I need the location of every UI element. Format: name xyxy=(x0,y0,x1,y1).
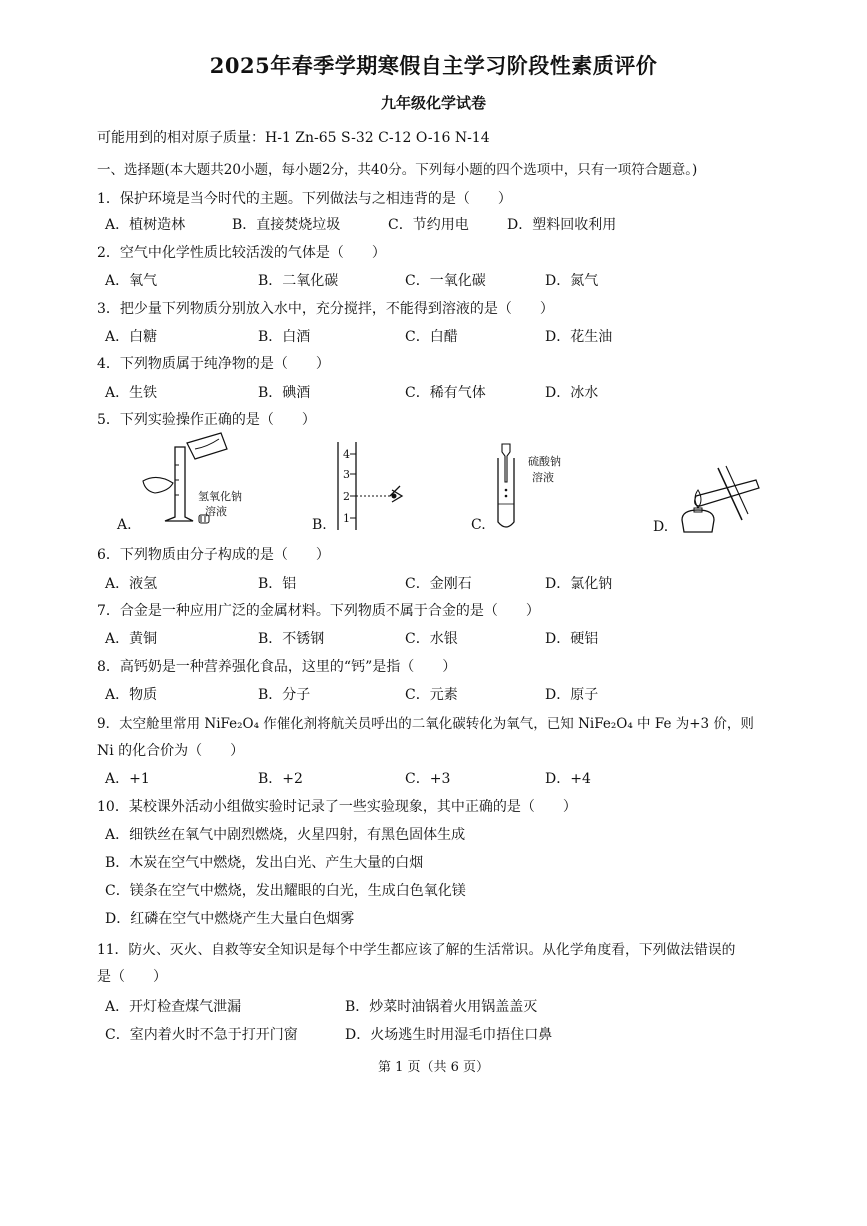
question-9-stem-line2: Ni 的化合价为（ ） xyxy=(97,743,245,759)
fig-b-tick-1: 1 xyxy=(343,512,350,525)
q8-option-c[interactable]: C．元素 xyxy=(405,687,458,703)
section-heading: 一、选择题(本大题共20小题，每小题2分，共40分。下列每小题的四个选项中，只有一项符合题意。) xyxy=(97,162,698,178)
fig-c-text-1: 硫酸钠 xyxy=(528,455,561,468)
question-6-stem: 6．下列物质由分子构成的是（ ） xyxy=(97,547,330,563)
q11-option-a[interactable]: A．开灯检查煤气泄漏 xyxy=(105,999,242,1015)
fig-a-text-1: 氢氧化钠 xyxy=(198,490,242,503)
q1-option-d[interactable]: D．塑料回收利用 xyxy=(507,217,617,233)
q8-option-b[interactable]: B．分子 xyxy=(258,687,311,703)
q9-option-c[interactable]: C．+3 xyxy=(405,771,451,787)
q6-option-b[interactable]: B．铝 xyxy=(258,576,297,592)
q11-option-b[interactable]: B．炒菜时油锅着火用锅盖盖灭 xyxy=(345,999,538,1015)
question-8-stem: 8．高钙奶是一种营养强化食品，这里的“钙”是指（ ） xyxy=(97,659,457,675)
atomic-mass-line: 可能用到的相对原子质量：H-1 Zn-65 S-32 C-12 O-16 N-14 xyxy=(97,130,490,146)
fig-a-label[interactable]: A. xyxy=(117,517,132,533)
q7-option-a[interactable]: A．黄铜 xyxy=(105,631,158,647)
fig-b-tick-3: 3 xyxy=(343,468,350,481)
q9-option-b[interactable]: B．+2 xyxy=(258,771,303,787)
fig-b-label[interactable]: B. xyxy=(312,517,327,533)
fig-d-heating-setup xyxy=(668,450,778,538)
q2-option-a[interactable]: A．氧气 xyxy=(105,273,158,289)
question-9-stem-line1: 9．太空舱里常用 NiFe₂O₄ 作催化剂将航关员呼出的二氧化碳转化为氧气，已知 NiFe₂O₄ 中 Fe 为+3 价，则 xyxy=(97,716,754,732)
exam-subtitle: 九年级化学试卷 xyxy=(380,94,486,112)
question-4-stem: 4．下列物质属于纯净物的是（ ） xyxy=(97,356,330,372)
q9-option-d[interactable]: D．+4 xyxy=(545,771,591,787)
page-footer: 第 1 页（共 6 页） xyxy=(377,1060,490,1075)
q9-option-a[interactable]: A．+1 xyxy=(105,771,150,787)
q3-option-d[interactable]: D．花生油 xyxy=(545,329,613,345)
question-10-stem: 10．某校课外活动小组做实验时记录了一些实验现象，其中正确的是（ ） xyxy=(97,799,577,815)
q3-option-c[interactable]: C．白醋 xyxy=(405,329,458,345)
q4-option-b[interactable]: B．碘酒 xyxy=(258,385,311,401)
q3-option-b[interactable]: B．白酒 xyxy=(258,329,311,345)
q3-option-a[interactable]: A．白糖 xyxy=(105,329,158,345)
q4-option-d[interactable]: D．冰水 xyxy=(545,385,599,401)
q7-option-d[interactable]: D．硬铝 xyxy=(545,631,599,647)
question-1-stem: 1．保护环境是当今时代的主题。下列做法与之相违背的是（ ） xyxy=(97,191,512,207)
fig-a-text-2: 溶液 xyxy=(205,505,227,518)
fig-c-label[interactable]: C. xyxy=(471,517,486,533)
question-3-stem: 3．把少量下列物质分别放入水中，充分搅拌，不能得到溶液的是（ ） xyxy=(97,301,554,317)
fig-b-tick-4: 4 xyxy=(343,448,350,461)
fig-b-tick-2: 2 xyxy=(343,490,350,503)
q11-option-d[interactable]: D．火场逃生时用湿毛巾捂住口鼻 xyxy=(345,1027,553,1043)
q2-option-b[interactable]: B．二氧化碳 xyxy=(258,273,339,289)
q1-option-c[interactable]: C．节约用电 xyxy=(388,217,469,233)
q10-option-d[interactable]: D．红磷在空气中燃烧产生大量白色烟雾 xyxy=(105,911,355,927)
fig-d-label[interactable]: D. xyxy=(653,519,669,535)
q7-option-b[interactable]: B．不锈钢 xyxy=(258,631,325,647)
q6-option-d[interactable]: D．氯化钠 xyxy=(545,576,613,592)
q2-option-c[interactable]: C．一氧化碳 xyxy=(405,273,486,289)
fig-c-text-2: 溶液 xyxy=(532,471,554,484)
q4-option-a[interactable]: A．生铁 xyxy=(105,385,158,401)
q10-option-c[interactable]: C．镁条在空气中燃烧，发出耀眼的白光，生成白色氧化镁 xyxy=(105,883,466,899)
exam-title: 2025年春季学期寒假自主学习阶段性素质评价 xyxy=(209,53,658,78)
q11-option-c[interactable]: C．室内着火时不急于打开门窗 xyxy=(105,1027,298,1043)
q10-option-a[interactable]: A．细铁丝在氧气中剧烈燃烧，火星四射，有黑色固体生成 xyxy=(105,827,466,843)
q10-option-b[interactable]: B．木炭在空气中燃烧，发出白光、产生大量的白烟 xyxy=(105,855,424,871)
question-11-stem-line1: 11．防火、灭火、自救等安全知识是每个中学生都应该了解的生活常识。从化学角度看，下列做法错误的 xyxy=(97,942,736,958)
q1-option-a[interactable]: A．植树造林 xyxy=(105,217,186,233)
q8-option-a[interactable]: A．物质 xyxy=(105,687,158,703)
question-11-stem-line2: 是（ ） xyxy=(97,969,167,985)
q6-option-a[interactable]: A．液氢 xyxy=(105,576,158,592)
q4-option-c[interactable]: C．稀有气体 xyxy=(405,385,486,401)
q7-option-c[interactable]: C．水银 xyxy=(405,631,458,647)
q1-option-b[interactable]: B．直接焚烧垃圾 xyxy=(232,217,341,233)
fig-a-cylinder-pouring xyxy=(135,425,255,535)
q6-option-c[interactable]: C．金刚石 xyxy=(405,576,472,592)
question-7-stem: 7．合金是一种应用广泛的金属材料。下列物质不属于合金的是（ ） xyxy=(97,603,540,619)
question-5-stem: 5．下列实验操作正确的是（ ） xyxy=(97,412,316,428)
fig-b-cylinder-reading xyxy=(330,440,410,535)
q8-option-d[interactable]: D．原子 xyxy=(545,687,599,703)
q2-option-d[interactable]: D．氮气 xyxy=(545,273,599,289)
question-2-stem: 2．空气中化学性质比较活泼的气体是（ ） xyxy=(97,245,386,261)
